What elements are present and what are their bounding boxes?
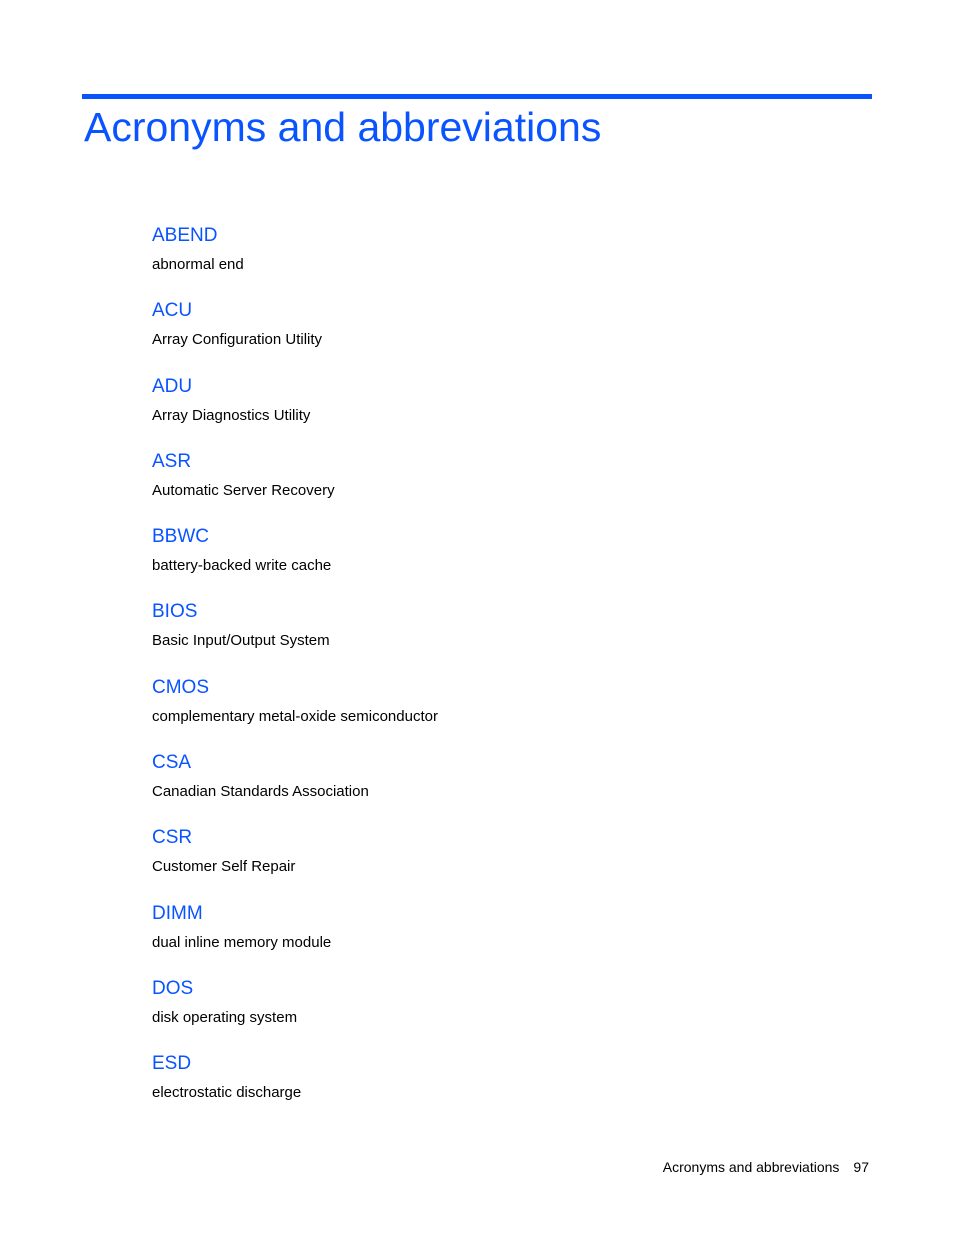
glossary-entry — [152, 374, 832, 449]
term-definition: Array Diagnostics Utility — [152, 406, 311, 424]
page-footer — [663, 1157, 869, 1177]
term-link-dos[interactable]: DOS — [152, 977, 194, 999]
term-definition: Customer Self Repair — [152, 858, 296, 876]
term-definition: disk operating system — [152, 1008, 298, 1026]
term-link-acu[interactable]: ACU — [152, 300, 193, 322]
term-link-abend[interactable]: ABEND — [152, 225, 218, 246]
term-definition: dual inline memory module — [152, 933, 332, 951]
term-definition: Array Configuration Utility — [152, 331, 323, 349]
glossary-entry — [152, 976, 832, 1051]
term-link-csa[interactable]: CSA — [152, 752, 192, 774]
term-link-bios[interactable]: BIOS — [152, 601, 198, 623]
glossary-entry — [152, 298, 832, 373]
footer-section-title: Acronyms and abbreviations — [662, 1159, 840, 1175]
glossary-entry — [152, 524, 832, 599]
glossary-entry — [152, 449, 832, 524]
term-definition: Canadian Standards Association — [152, 783, 369, 801]
title-rule — [82, 94, 872, 99]
term-definition: Automatic Server Recovery — [152, 481, 335, 499]
term-link-csr[interactable]: CSR — [152, 827, 193, 849]
term-link-dimm[interactable]: DIMM — [152, 902, 203, 924]
glossary-entry — [152, 223, 832, 298]
glossary-list — [152, 223, 832, 1127]
term-link-bbwc[interactable]: BBWC — [152, 526, 209, 548]
glossary-entry — [152, 901, 832, 976]
glossary-entry — [152, 675, 832, 750]
glossary-entry — [152, 1051, 832, 1126]
term-definition: abnormal end — [152, 256, 244, 273]
term-definition: complementary metal-oxide semiconductor — [152, 707, 438, 725]
glossary-entry — [152, 599, 832, 674]
glossary-entry — [152, 825, 832, 900]
term-link-esd[interactable]: ESD — [152, 1053, 192, 1075]
term-link-cmos[interactable]: CMOS — [152, 676, 209, 698]
term-definition: battery-backed write cache — [152, 557, 332, 575]
page-title: Acronyms and abbreviations — [84, 104, 602, 150]
page-number: 97 — [853, 1159, 869, 1175]
term-link-adu[interactable]: ADU — [152, 375, 193, 397]
term-definition: electrostatic discharge — [152, 1084, 302, 1102]
term-link-asr[interactable]: ASR — [152, 450, 192, 472]
term-definition: Basic Input/Output System — [152, 632, 330, 650]
glossary-entry — [152, 750, 832, 825]
